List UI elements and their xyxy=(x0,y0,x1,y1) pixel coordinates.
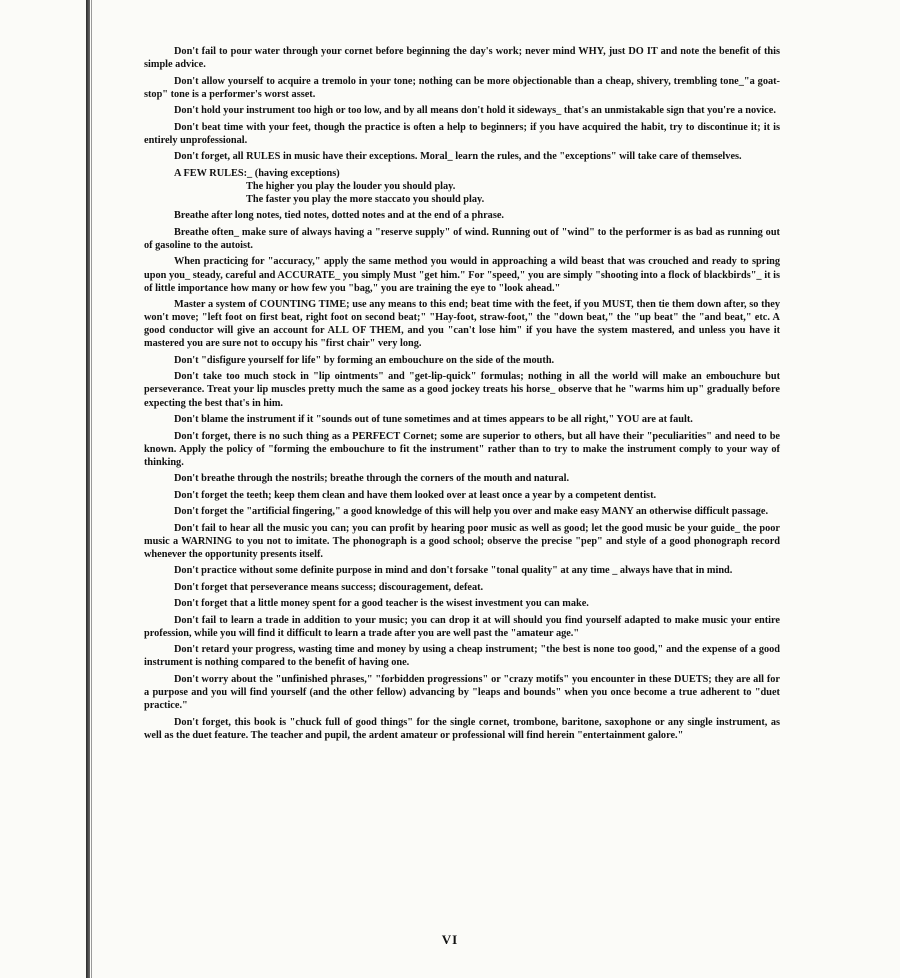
paragraph: Don't fail to pour water through your cornet before beginning the day's work; never mind WHY, just DO IT and note the benefit of this simple advice. xyxy=(144,46,780,71)
rules-heading: A FEW RULES:_ (having exceptions) xyxy=(174,167,340,179)
paragraph: Don't forget the teeth; keep them clean and have them looked over at least once a year by a competent dentist. xyxy=(174,489,657,501)
binding-edge-highlight xyxy=(91,0,92,978)
paragraph: Don't beat time with your feet, though the practice is often a help to beginners; if you have acquired the habit, try to discontinue it; it is entirely unprofessional. xyxy=(144,121,780,146)
page-number: VI xyxy=(441,932,459,947)
paragraph: Don't take too much stock in "lip ointments" and "get-lip-quick" formulas; nothing in all the world will make an embouchure but perseverance. Treat your lip muscles pretty much the same as a good jockey treats his horse_ observe that he "warms him up" gradually before expecting the best that's in him. xyxy=(144,371,780,409)
paragraph: Don't forget, there is no such thing as a PERFECT Cornet; some are superior to others, but all have their "peculiarities" and need to be known. Apply the policy of "forming the embouchure to fit the instrument" rather than to try to make the instrument comply to your way of thinking. xyxy=(144,430,780,468)
paragraph: Don't breathe through the nostrils; breathe through the corners of the mouth and natural. xyxy=(174,473,570,485)
paragraph: Don't hold your instrument too high or too low, and by all means don't hold it sideways_ that's an unmistakable sign that you're a novice. xyxy=(174,105,776,117)
paragraph: Don't forget, all RULES in music have their exceptions. Moral_ learn the rules, and the "exceptions" will take care of themselves. xyxy=(174,151,742,163)
paragraph: Don't "disfigure yourself for life" by forming an embouchure on the side of the mouth. xyxy=(174,354,555,366)
paragraph: Don't fail to learn a trade in addition to your music; you can drop it at will should you find yourself adapted to make music your entire profession, while you will find it difficult to learn a trade after you are well past the "amateur age." xyxy=(144,614,780,639)
paragraph: Don't forget, this book is "chuck full of good things" for the single cornet, trombone, baritone, saxophone or any single instrument, as well as the duet feature. The teacher and pupil, the ardent amateur or professional will find herein "entertainment galore." xyxy=(144,716,780,741)
paragraph: Breathe after long notes, tied notes, dotted notes and at the end of a phrase. xyxy=(174,210,504,222)
paragraph: Don't allow yourself to acquire a tremolo in your tone; nothing can be more objectionable than a cheap, shivery, trembling tone_"a goat-stop" tone is a performer's worst asset. xyxy=(144,75,780,100)
paragraph: When practicing for "accuracy," apply the same method you would in approaching a wild beast that was crouched and ready to spring upon you_ steady, careful and ACCURATE_ you simply Must "get him." For "speed," you are simply "shooting into a flock of blackbirds"_ it is of little importance how many or how few you "bag," you are training the eye to "look ahead." xyxy=(144,256,780,294)
rule-item: The faster you play the more staccato you should play. xyxy=(246,193,485,205)
paragraph: Don't practice without some definite purpose in mind and don't forsake "tonal quality" at any time _ always have that in mind. xyxy=(174,565,733,577)
binding-edge xyxy=(86,0,90,978)
paragraph: Don't forget that a little money spent for a good teacher is the wisest investment you can make. xyxy=(174,598,589,610)
rule-item: The higher you play the louder you should play. xyxy=(246,180,456,192)
paragraph: Don't forget the "artificial fingering," a good knowledge of this will help you over and make easy MANY an otherwise difficult passage. xyxy=(174,506,769,518)
paragraph: Don't blame the instrument if it "sounds out of tune sometimes and at times appears to be all right," YOU are at fault. xyxy=(174,414,693,426)
body-text xyxy=(144,45,780,745)
paragraph: Don't forget that perseverance means success; discouragement, defeat. xyxy=(174,581,484,593)
paragraph: Breathe often_ make sure of always having a "reserve supply" of wind. Running out of "wind" to the performer is as bad as running out of gasoline to the autoist. xyxy=(144,226,780,251)
paragraph: Don't fail to hear all the music you can; you can profit by hearing poor music as well as good; let the good music be your guide_ the poor music a WARNING to you not to imitate. The phonograph is a good school; observe the precise "pep" and style of a good phonograph record whenever the opportunity presents itself. xyxy=(144,522,780,560)
paragraph: Master a system of COUNTING TIME; use any means to this end; beat time with the feet, if you MUST, then tie them down after, so they won't move; "left foot on first beat, right foot on second beat;" "Hay-foot, straw-foot," the "down beat," the "up beat" the "and beat," etc. A good conductor will give an account for ALL OF THEM, and you "can't lose him" if you have the system mastered, and unless you have it mastered you are sure not to occupy his "first chair" very long. xyxy=(144,299,780,350)
paragraph: Don't worry about the "unfinished phrases," "forbidden progressions" or "crazy motifs" you encounter in these DUETS; they are all for a purpose and you will find yourself (and the other fellow) advancing by "leaps and bounds" when you once become a true adherent to "duet practice." xyxy=(144,673,780,712)
rules-list xyxy=(144,167,780,206)
paragraph: Don't retard your progress, wasting time and money by using a cheap instrument; "the best is none too good," and the expense of a good instrument is nothing compared to the benefit of having one. xyxy=(144,644,780,669)
